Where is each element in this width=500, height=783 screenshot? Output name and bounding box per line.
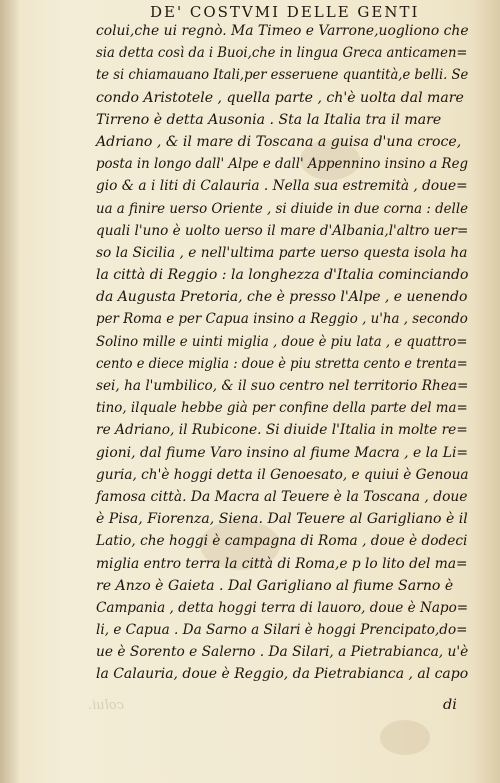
text-line: posta in longo dall' Alpe e dall' Appennino insino a Reg <box>96 156 468 173</box>
text-line: è Pisa, Fiorenza, Siena. Dal Teuere al Garigliano è il <box>96 511 468 528</box>
text-line: miglia entro terra la città di Roma,e p lo lito del ma= <box>96 555 468 572</box>
text-line: te si chiamauano Itali,per esseruene quantità,e belli. Se <box>96 67 469 84</box>
text-line: ue è Sorento e Salerno . Da Silari, a Pietrabianca, u'è <box>96 644 469 661</box>
text-line: Campania , detta hoggi terra di lauoro, doue è Napo= <box>96 599 469 616</box>
bleed-through-text: colui. <box>88 698 124 713</box>
text-line: li, e Capua . Da Sarno a Silari è hoggi Prencipato,do= <box>96 622 468 639</box>
catchword: di <box>443 697 457 713</box>
text-line: guria, ch'è hoggi detta il Genoesato, e quiui è Genoua <box>96 466 469 483</box>
paper-stain <box>380 720 430 755</box>
text-line: cento e diece miglia : doue è piu stretta cento e trenta= <box>96 355 468 372</box>
text-line: re Adriano, il Rubicone. Si diuide l'Italia in molte re= <box>96 422 468 439</box>
text-line: per Roma e per Capua insino a Reggio , u'ha , secondo <box>96 311 468 328</box>
text-line: famosa città. Da Macra al Teuere è la Toscana , doue <box>96 488 468 505</box>
page-gutter-shadow <box>0 0 20 783</box>
text-line: tino, ilquale hebbe già per confine della parte del ma= <box>96 400 468 417</box>
text-line: quali l'uno è uolto uerso il mare d'Albania,l'altro uer= <box>96 222 469 239</box>
text-line: la Calauria, doue è Reggio, da Pietrabianca , al capo <box>96 666 469 683</box>
text-line: re Anzo è Gaieta . Dal Garigliano al fiume Sarno è <box>96 577 454 594</box>
text-line: Adriano , & il mare di Toscana a guisa d'una croce, <box>96 133 462 150</box>
text-line: Latio, che hoggi è campagna di Roma , doue è dodeci <box>96 533 468 550</box>
text-line: da Augusta Pretoria, che è presso l'Alpe , e uenendo <box>96 289 468 306</box>
text-line: Tirreno è detta Ausonia . Sta la Italia tra il mare <box>96 111 442 128</box>
text-line: la città di Reggio : la longhezza d'Italia cominciando <box>96 267 469 284</box>
text-line: Solino mille e uinti miglia , doue è piu lata , e quattro= <box>96 333 468 350</box>
text-line: sei, ha l'umbilico, & il suo centro nel territorio Rhea= <box>96 378 469 394</box>
page-edge-shadow <box>472 0 500 783</box>
text-line: so la Sicilia , e nell'ultima parte uerso questa isola ha <box>96 244 468 261</box>
text-line: condo Aristotele , quella parte , ch'è uolta dal mare <box>96 89 464 106</box>
text-line: sia detta così da i Buoi,che in lingua Greca anticamen= <box>96 45 468 62</box>
text-line: gioni, dal fiume Varo insino al fiume Macra , e la Li= <box>96 444 469 461</box>
text-line: ua a finire uerso Oriente , si diuide in due corna : delle <box>96 200 468 217</box>
text-line: colui,che ui regnò. Ma Timeo e Varrone,uogliono che <box>96 23 469 39</box>
text-line: gio & a i liti di Calauria . Nella sua estremità , doue= <box>96 178 468 195</box>
page-text <box>96 20 476 686</box>
running-header: DE' COSTVMI DELLE GENTI <box>150 3 420 21</box>
